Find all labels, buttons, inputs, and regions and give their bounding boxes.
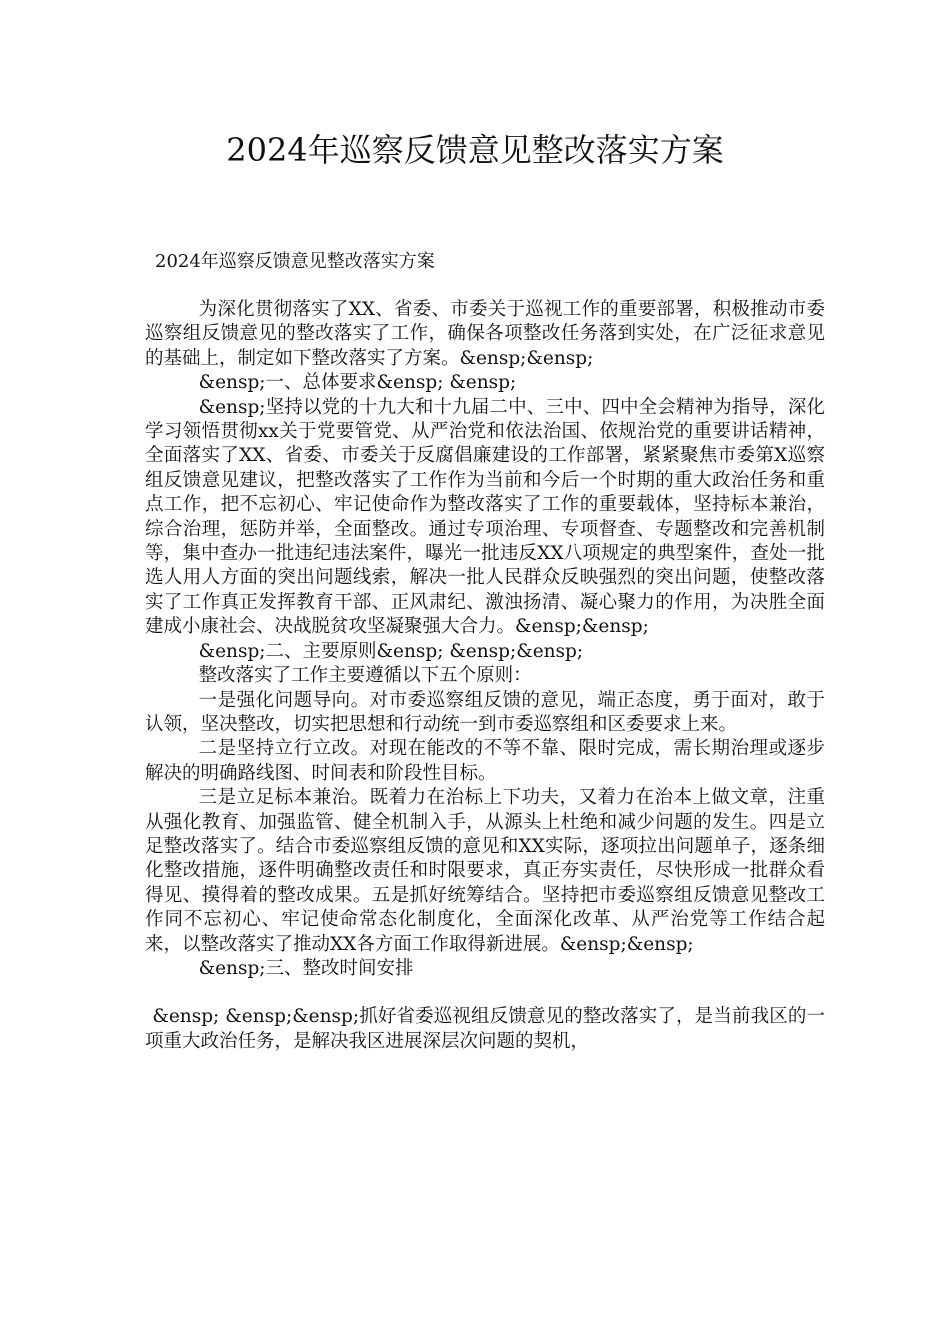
document-subtitle: 2024年巡察反馈意见整改落实方案 xyxy=(155,251,435,272)
paragraph-principle-2: 二是坚持立行立改。对现在能改的不等不靠、限时完成，需长期治理或逐步解决的明确路线图、时间表和阶段性目标。 xyxy=(145,738,825,784)
paragraph-schedule: &ensp; &ensp;&ensp;抓好省委巡视组反馈意见的整改落实了，是当前我区的一项重大政治任务，是解决我区进展深层次问题的契机， xyxy=(145,1006,825,1052)
paragraph-general-requirements: &ensp;坚持以党的十九大和十九届二中、三中、四中全会精神为指导，深化学习领悟贯彻xx关于党要管党、从严治党和依法治国、依规治党的重要讲话精神，全面落实了XX、省委、市委关于反腐倡廉建设的工作部署，紧紧聚焦市委第X巡察组反馈意见建议，把整改落实了工作作为当前和今后一个时期的重大政治任务和重点工作，把不忘初心、牢记使命作为整改落实了工作的重要载体，坚持标本兼治，综合治理，惩防并举，全面整改。通过专项治理、专项督查、专题整改和完善机制等，集中查办一批违纪违法案件，曝光一批违反XX八项规定的典型案件，查处一批选人用人方面的突出问题线索，解决一批人民群众反映强烈的突出问题，使整改落实了工作真正发挥教育干部、正风肃纪、激浊扬清、凝心聚力的作用，为决胜全面建成小康社会、决战脱贫攻坚凝聚强大合力。&ensp;&ensp; xyxy=(145,396,825,638)
document-body xyxy=(145,298,825,1054)
section-heading-2: &ensp;二、主要原则&ensp; &ensp;&ensp; xyxy=(198,640,584,662)
section-heading-3: &ensp;三、整改时间安排 xyxy=(198,957,414,979)
paragraph-principles-intro: 整改落实了工作主要遵循以下五个原则： xyxy=(198,665,532,687)
paragraph-principle-3-5: 三是立足标本兼治。既着力在治标上下功夫，又着力在治本上做文章，注重从强化教育、加强监管、健全机制入手，从源头上杜绝和减少问题的发生。四是立足整改落实了。结合市委巡察组反馈的意见和XX实际，逐项拉出问题单子，逐条细化整改措施，逐件明确整改责任和时限要求，真正夯实责任，尽快形成一批群众看得见、摸得着的整改成果。五是抓好统筹结合。坚持把市委巡察组反馈意见整改工作同不忘初心、牢记使命常态化制度化，全面深化改革、从严治党等工作结合起来，以整改落实了推动XX各方面工作取得新进展。&ensp;&ensp; xyxy=(145,787,825,955)
document-title: 2024年巡察反馈意见整改落实方案 xyxy=(226,131,724,169)
section-heading-1: &ensp;一、总体要求&ensp; &ensp; xyxy=(198,372,517,394)
paragraph-intro: 为深化贯彻落实了XX、省委、市委关于巡视工作的重要部署，积极推动市委巡察组反馈意见的整改落实了工作，确保各项整改任务落到实处，在广泛征求意见的基础上，制定如下整改落实了方案。&ensp;&ensp; xyxy=(145,299,825,369)
paragraph-principle-1: 一是强化问题导向。对市委巡察组反馈的意见，端正态度，勇于面对，敢于认领，坚决整改，切实把思想和行动统一到市委巡察组和区委要求上来。 xyxy=(145,689,825,735)
